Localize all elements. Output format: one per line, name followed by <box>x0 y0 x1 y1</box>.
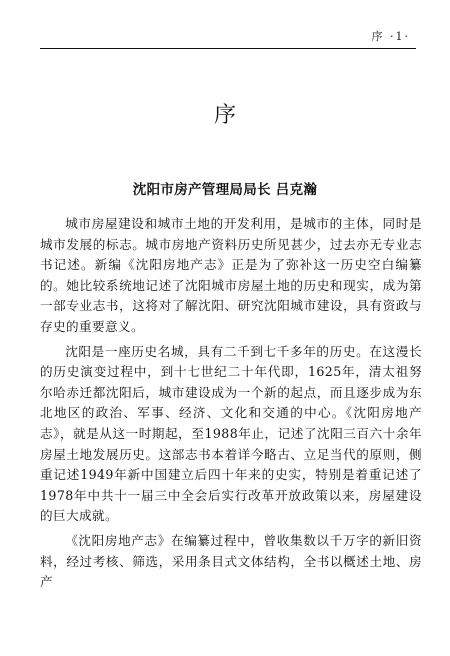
running-head: 序 ·1· <box>371 30 410 43</box>
paragraph: 城市房屋建设和城市土地的开发利用，是城市的主体，同时是城市发展的标志。城市房地产资料历史所见甚少，过去亦无专业志书记述。新编《沈阳房地产志》正是为了弥补这一历史空白编纂的。她比较系统地记述了沈阳城市房屋土地的历史和现实，成为第一部专业志书，这将对了解沈阳、研究沈阳城市建设，具有资政与存史的重要意义。 <box>40 216 422 334</box>
header-rule <box>40 48 416 49</box>
author-byline: 沈阳市房产管理局局长 吕克瀚 <box>132 182 318 198</box>
paragraph: 沈阳是一座历史名城，具有二千到七千多年的历史。在这漫长的历史演变过程中，到十七世纪二十年代即，1625年，清太祖努尔哈赤迁都沈阳后，城市建设成为一个新的起点，而且逐步成为东北地区的政治、军事、经济、文化和交通的中心。《沈阳房地产志》，就是从这一时期起，至1988年止，记述了沈阳三百六十余年房屋土地发展历史。这部志书本着详今略古、立足当代的原则，侧重记述1949年新中国建立后四十年来的史实，特别是着重记述了1978年中共十一届三中全会后实行改革开放政策以来，房屋建设的巨大成就。 <box>40 343 422 524</box>
paragraph: 《沈阳房地产志》在编纂过程中，曾收集数以千万字的新旧资料，经过考核、筛选，采用条目式文体结构，全书以概述土地、房产 <box>40 532 422 590</box>
page-title: 序 <box>213 103 236 128</box>
body-text <box>40 214 422 597</box>
